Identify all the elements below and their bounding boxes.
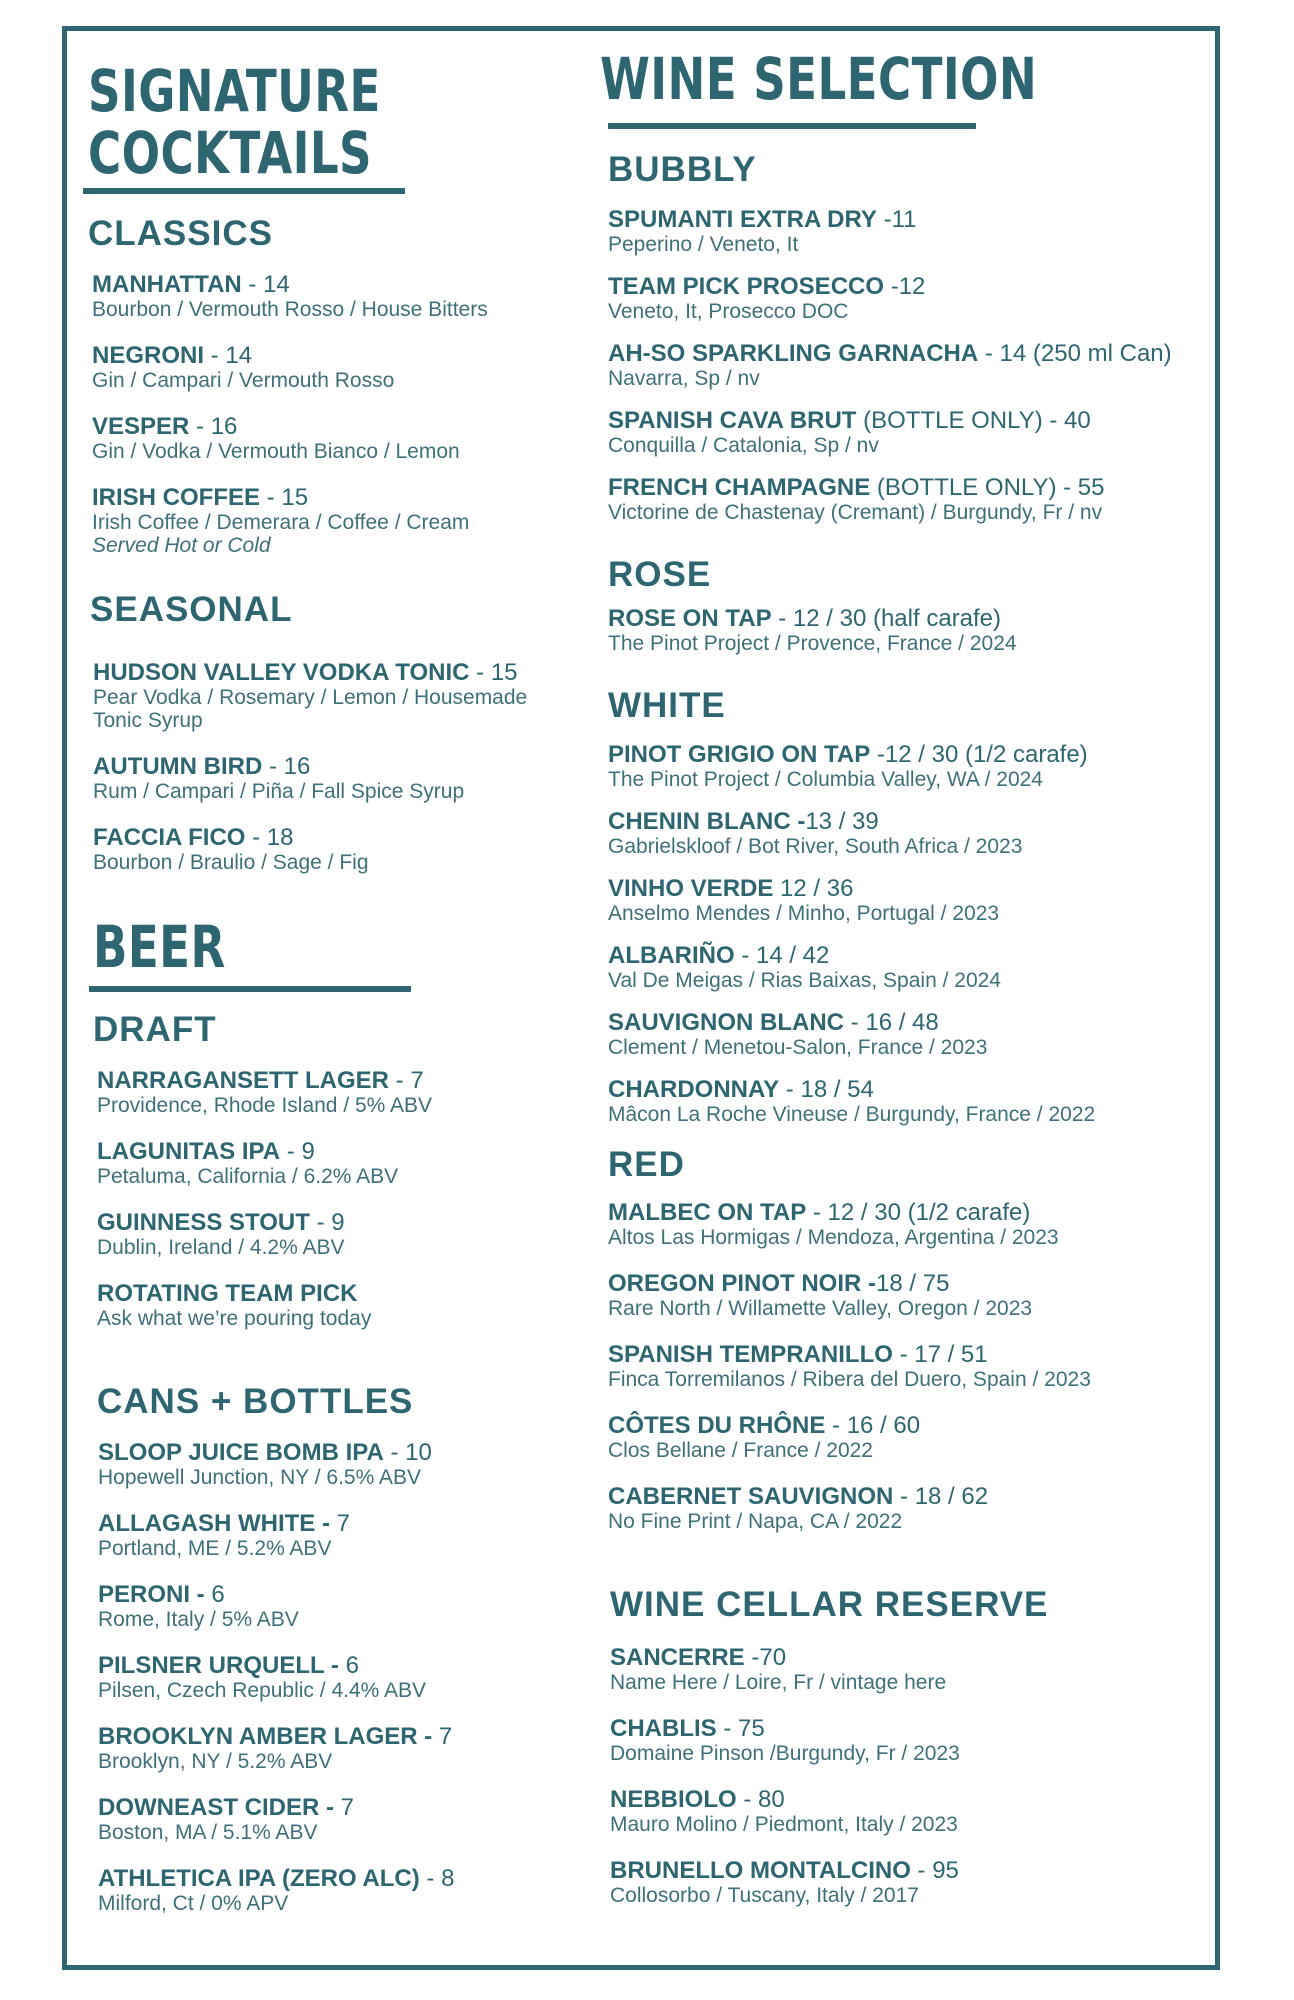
item-price: 13 / 39 [805,808,879,835]
item-price: - 7 [389,1067,424,1094]
menu-item [608,207,1172,256]
item-name: SPANISH TEMPRANILLO [608,1341,893,1368]
item-price: - 9 [309,1209,345,1236]
menu-item [608,475,1172,524]
item-name: SPANISH CAVA BRUT [608,407,857,434]
item-price: - 17 / 51 [892,1341,988,1368]
item-name: SANCERRE [610,1644,745,1671]
menu-item [608,809,1095,858]
menu-item [93,754,527,803]
item-name: TEAM PICK PROSECCO [608,273,885,300]
cocktails-title-line1: SIGNATURE [88,57,381,125]
item-desc: Mâcon La Roche Vineuse / Burgundy, France / 2022 [608,1103,1096,1126]
item-price: - 10 [383,1439,432,1466]
cans-bottles-heading: CANS + BOTTLES [97,1382,414,1421]
item-name: ALLAGASH WHITE - [98,1510,330,1537]
red-heading: RED [608,1145,685,1184]
red-list [608,1200,1091,1533]
menu-item [608,1010,1095,1059]
item-desc: Mauro Molino / Piedmont, Italy / 2023 [610,1813,958,1836]
item-desc: Gin / Campari / Vermouth Rosso [92,369,395,392]
item-desc: Bourbon / Vermouth Rosso / House Bitters [92,298,488,321]
item-price: -11 [876,206,917,233]
item-name: NEGRONI [92,342,205,369]
menu-item [98,1582,454,1631]
menu-item [608,341,1172,390]
item-desc: Gin / Vodka / Vermouth Bianco / Lemon [92,440,460,463]
white-list [608,742,1095,1126]
draft-heading: DRAFT [93,1010,217,1049]
item-price: - 8 [419,1865,455,1892]
item-desc: Dublin, Ireland / 4.2% ABV [97,1236,345,1259]
item-name: BROOKLYN AMBER LAGER - [98,1723,433,1750]
item-price: 18 / 75 [876,1270,950,1297]
wine-title: WINE SELECTION [600,45,1038,113]
item-price: - 16 / 48 [844,1009,939,1036]
item-name: FRENCH CHAMPAGNE [608,474,871,501]
item-name: PINOT GRIGIO ON TAP [608,741,871,768]
menu-item [97,1068,432,1117]
item-price: - 18 / 54 [779,1076,874,1103]
menu-item [608,943,1095,992]
item-desc: Bourbon / Braulio / Sage / Fig [93,851,369,874]
menu-item [98,1795,454,1844]
menu-item [608,1271,1091,1320]
menu-item [608,742,1095,791]
item-price: - 15 [260,484,309,511]
item-desc: Milford, Ct / 0% APV [98,1892,289,1915]
item-name: MALBEC ON TAP [608,1199,807,1226]
beer-title-rule [89,986,411,992]
item-desc: Val De Meigas / Rias Baixas, Spain / 2024 [608,969,1001,992]
draft-list [97,1068,432,1330]
item-desc: Portland, ME / 5.2% ABV [98,1537,332,1560]
left-column [88,57,588,1915]
item-name: SAUVIGNON BLANC [608,1009,845,1036]
item-desc: Hopewell Junction, NY / 6.5% ABV [98,1466,421,1489]
item-name: AUTUMN BIRD [93,753,263,780]
item-desc: Altos Las Hormigas / Mendoza, Argentina / 2023 [608,1226,1059,1249]
item-desc: Rome, Italy / 5% ABV [98,1608,299,1631]
menu-item [98,1511,454,1560]
item-name: ROSE ON TAP [608,605,772,632]
menu-item [98,1724,454,1773]
item-price: - 18 / 62 [893,1483,989,1510]
item-name: ATHLETICA IPA (ZERO ALC) [98,1865,420,1892]
item-desc: Navarra, Sp / nv [608,367,760,390]
menu-item [98,1653,454,1702]
item-price: - 16 / 60 [825,1412,921,1439]
item-name: MANHATTAN [92,271,242,298]
item-name: HUDSON VALLEY VODKA TONIC [93,659,470,686]
menu-item [610,1716,960,1765]
menu-item [98,1440,454,1489]
menu-item [610,1645,960,1694]
menu-item [608,1077,1095,1126]
item-name: PERONI - [98,1581,205,1608]
item-name: PILSNER URQUELL - [98,1652,339,1679]
item-note: Served Hot or Cold [92,534,271,557]
item-desc: Conquilla / Catalonia, Sp / nv [608,434,879,457]
item-name: SPUMANTI EXTRA DRY [608,206,877,233]
menu-item [92,272,488,321]
item-name: CÔTES DU RHÔNE [608,1412,826,1439]
item-price: - 15 [469,659,518,686]
seasonal-heading: SEASONAL [90,590,293,629]
item-price: 6 [338,1652,359,1679]
item-price: - 14 [204,342,253,369]
menu-item [97,1210,432,1259]
item-name: CHARDONNAY [608,1076,780,1103]
menu-item [608,606,1017,655]
item-price: - 9 [280,1138,315,1165]
item-price: 12 / 36 [773,875,854,902]
item-name: VINHO VERDE [608,875,774,902]
item-price: - 16 [189,413,238,440]
item-desc: Gabrielskloof / Bot River, South Africa / 2023 [608,835,1023,858]
cocktails-title-line2: COCKTAILS [88,119,373,187]
item-price: -12 [884,273,926,300]
menu-item [92,485,488,557]
item-desc: Rare North / Willamette Valley, Oregon / 2023 [608,1297,1033,1320]
item-desc: Collosorbo / Tuscany, Italy / 2017 [610,1884,919,1907]
bubbly-list [608,207,1172,524]
item-price: - 95 [910,1857,959,1884]
item-name: ROTATING TEAM PICK [97,1280,358,1307]
seasonal-list [93,660,527,874]
item-desc: The Pinot Project / Provence, France / 2024 [608,632,1017,655]
item-price: 7 [329,1510,350,1537]
item-desc: Veneto, It, Prosecco DOC [608,300,849,323]
item-name: AH-SO SPARKLING GARNACHA [608,340,979,367]
item-name: VESPER [92,413,190,440]
item-desc: Finca Torremilanos / Ribera del Duero, Spain / 2023 [608,1368,1091,1391]
item-price: 7 [432,1723,453,1750]
menu-item [608,1342,1091,1391]
item-price: - 75 [716,1715,765,1742]
menu-item [93,825,527,874]
menu-item [608,274,1172,323]
item-desc: Anselmo Mendes / Minho, Portugal / 2023 [608,902,1000,925]
item-name: CABERNET SAUVIGNON [608,1483,894,1510]
menu-item [610,1858,960,1907]
item-desc: Peperino / Veneto, It [608,233,799,256]
item-name: LAGUNITAS IPA [97,1138,281,1165]
item-desc: Victorine de Chastenay (Cremant) / Burgundy, Fr / nv [608,501,1103,524]
item-price: -12 / 30 (1/2 carafe) [870,741,1088,768]
reserve-heading: WINE CELLAR RESERVE [610,1585,1049,1624]
menu-item [98,1866,454,1915]
item-price: - 12 / 30 (1/2 carafe) [806,1199,1031,1226]
item-name: OREGON PINOT NOIR - [608,1270,877,1297]
item-price: - 14 (250 ml Can) [978,340,1172,367]
item-price: - 16 [262,753,311,780]
item-desc: Clement / Menetou-Salon, France / 2023 [608,1036,988,1059]
item-name: NEBBIOLO [610,1786,737,1813]
item-name: FACCIA FICO [93,824,246,851]
item-desc: Rum / Campari / Piña / Fall Spice Syrup [93,780,465,803]
item-desc: No Fine Print / Napa, CA / 2022 [608,1510,903,1533]
item-price: 7 [334,1794,355,1821]
item-desc: Pear Vodka / Rosemary / Lemon / Housemade [93,686,528,709]
item-desc: Petaluma, California / 6.2% ABV [97,1165,399,1188]
wine-title-rule [608,123,976,129]
rose-list [608,606,1017,655]
item-name: NARRAGANSETT LAGER [97,1067,389,1094]
item-desc: Providence, Rhode Island / 5% ABV [97,1094,433,1117]
item-name: CHABLIS [610,1715,717,1742]
item-name: BRUNELLO MONTALCINO [610,1857,911,1884]
item-price: (BOTTLE ONLY) - 55 [870,474,1105,501]
item-desc-continued: Tonic Syrup [93,709,203,732]
menu-item [93,660,527,732]
cocktails-title [88,57,478,187]
item-name: GUINNESS STOUT [97,1209,310,1236]
item-name: CHENIN BLANC - [608,808,806,835]
item-price: - 18 [245,824,294,851]
item-desc: The Pinot Project / Columbia Valley, WA / 2024 [608,768,1043,791]
item-desc: Brooklyn, NY / 5.2% ABV [98,1750,333,1773]
item-desc: Pilsen, Czech Republic / 4.4% ABV [98,1679,427,1702]
rose-heading: ROSE [608,555,712,594]
item-name: IRISH COFFEE [92,484,261,511]
item-desc: Ask what we’re pouring today [97,1307,372,1330]
menu-item [608,408,1172,457]
item-price: - 12 / 30 (half carafe) [771,605,1002,632]
item-desc: Boston, MA / 5.1% ABV [98,1821,318,1844]
classics-list [92,272,488,557]
cocktails-title-rule [83,188,405,194]
menu-item [97,1281,432,1330]
reserve-list [610,1645,960,1907]
menu-item [608,1484,1091,1533]
classics-heading: CLASSICS [88,214,273,253]
item-name: SLOOP JUICE BOMB IPA [98,1439,384,1466]
item-price: - 14 [241,271,290,298]
item-price: 6 [204,1581,225,1608]
item-desc: Irish Coffee / Demerara / Coffee / Cream [92,511,470,534]
item-price: -70 [744,1644,787,1671]
item-price: - 14 / 42 [734,942,830,969]
menu-item [92,343,488,392]
menu-item [608,1200,1091,1249]
menu-item [610,1787,960,1836]
white-heading: WHITE [608,686,726,725]
item-desc: Domaine Pinson /Burgundy, Fr / 2023 [610,1742,960,1765]
item-name: DOWNEAST CIDER - [98,1794,334,1821]
menu-item [97,1139,432,1188]
item-name: ALBARIÑO [608,942,735,969]
menu-item [92,414,488,463]
cans-bottles-list [98,1440,454,1915]
bubbly-heading: BUBBLY [608,150,757,189]
item-desc: Name Here / Loire, Fr / vintage here [610,1671,947,1694]
menu-item [608,876,1095,925]
item-price: (BOTTLE ONLY) - 40 [856,407,1091,434]
item-price: - 80 [736,1786,785,1813]
item-desc: Clos Bellane / France / 2022 [608,1439,873,1462]
beer-title: BEER [93,913,226,981]
menu-item [608,1413,1091,1462]
